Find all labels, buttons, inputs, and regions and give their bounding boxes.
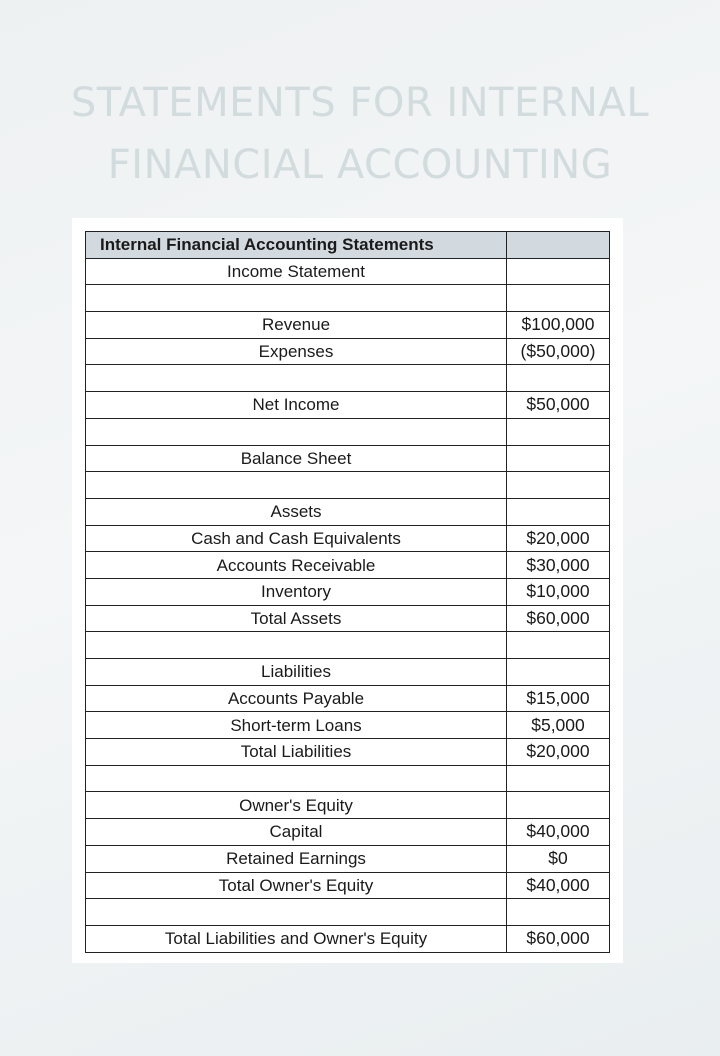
row-amount: $15,000 [507, 685, 610, 712]
row-amount [507, 418, 610, 445]
table-row [86, 392, 610, 419]
table-row [86, 605, 610, 632]
row-amount [507, 365, 610, 392]
row-label [86, 365, 507, 392]
row-label: Total Assets [86, 605, 507, 632]
row-amount: $0 [507, 845, 610, 872]
table-row [86, 632, 610, 659]
table-row [86, 258, 610, 285]
row-label: Income Statement [86, 258, 507, 285]
row-label: Revenue [86, 312, 507, 339]
row-amount: $5,000 [507, 712, 610, 739]
row-label [86, 632, 507, 659]
row-amount: $50,000 [507, 392, 610, 419]
row-amount: $100,000 [507, 312, 610, 339]
table-row [86, 418, 610, 445]
row-label: Total Owner's Equity [86, 872, 507, 899]
row-label: Retained Earnings [86, 845, 507, 872]
row-label: Expenses [86, 338, 507, 365]
table-row [86, 739, 610, 766]
row-amount [507, 792, 610, 819]
table-row [86, 872, 610, 899]
title-line-2: FINANCIAL ACCOUNTING [107, 142, 613, 188]
row-amount [507, 899, 610, 926]
row-amount: $60,000 [507, 925, 610, 952]
table-row [86, 819, 610, 846]
row-amount: $40,000 [507, 819, 610, 846]
row-amount [507, 472, 610, 499]
table-row [86, 765, 610, 792]
table-row [86, 525, 610, 552]
row-amount [507, 659, 610, 686]
row-label: Owner's Equity [86, 792, 507, 819]
row-amount [507, 498, 610, 525]
row-amount [507, 285, 610, 312]
page-title [0, 72, 720, 196]
table-row [86, 472, 610, 499]
row-label [86, 472, 507, 499]
row-label: Accounts Payable [86, 685, 507, 712]
row-label [86, 899, 507, 926]
statement-table [85, 231, 610, 953]
title-line-1: STATEMENTS FOR INTERNAL [70, 80, 650, 126]
row-amount: $20,000 [507, 739, 610, 766]
statement-card [72, 218, 623, 963]
table-row [86, 578, 610, 605]
table-row [86, 312, 610, 339]
table-row [86, 899, 610, 926]
table-row [86, 365, 610, 392]
table-row [86, 659, 610, 686]
row-label [86, 285, 507, 312]
row-label: Cash and Cash Equivalents [86, 525, 507, 552]
row-amount: $40,000 [507, 872, 610, 899]
row-amount: $30,000 [507, 552, 610, 579]
row-amount: ($50,000) [507, 338, 610, 365]
row-label: Liabilities [86, 659, 507, 686]
table-row [86, 925, 610, 952]
row-label: Total Liabilities [86, 739, 507, 766]
row-label: Capital [86, 819, 507, 846]
table-row [86, 712, 610, 739]
table-row [86, 285, 610, 312]
row-label: Inventory [86, 578, 507, 605]
row-label [86, 765, 507, 792]
row-label: Short-term Loans [86, 712, 507, 739]
table-row [86, 845, 610, 872]
table-row [86, 792, 610, 819]
row-label: Accounts Receivable [86, 552, 507, 579]
row-label: Net Income [86, 392, 507, 419]
row-label: Balance Sheet [86, 445, 507, 472]
row-label: Total Liabilities and Owner's Equity [86, 925, 507, 952]
row-amount [507, 445, 610, 472]
table-row [86, 445, 610, 472]
row-label [86, 418, 507, 445]
row-amount: $20,000 [507, 525, 610, 552]
table-row [86, 552, 610, 579]
table-header-row [86, 232, 610, 259]
table-row [86, 685, 610, 712]
table-row [86, 338, 610, 365]
table-row [86, 498, 610, 525]
row-amount: $60,000 [507, 605, 610, 632]
table-header-label: Internal Financial Accounting Statements [86, 232, 507, 259]
row-amount [507, 765, 610, 792]
row-amount [507, 258, 610, 285]
row-label: Assets [86, 498, 507, 525]
row-amount: $10,000 [507, 578, 610, 605]
table-header-value [507, 232, 610, 259]
row-amount [507, 632, 610, 659]
